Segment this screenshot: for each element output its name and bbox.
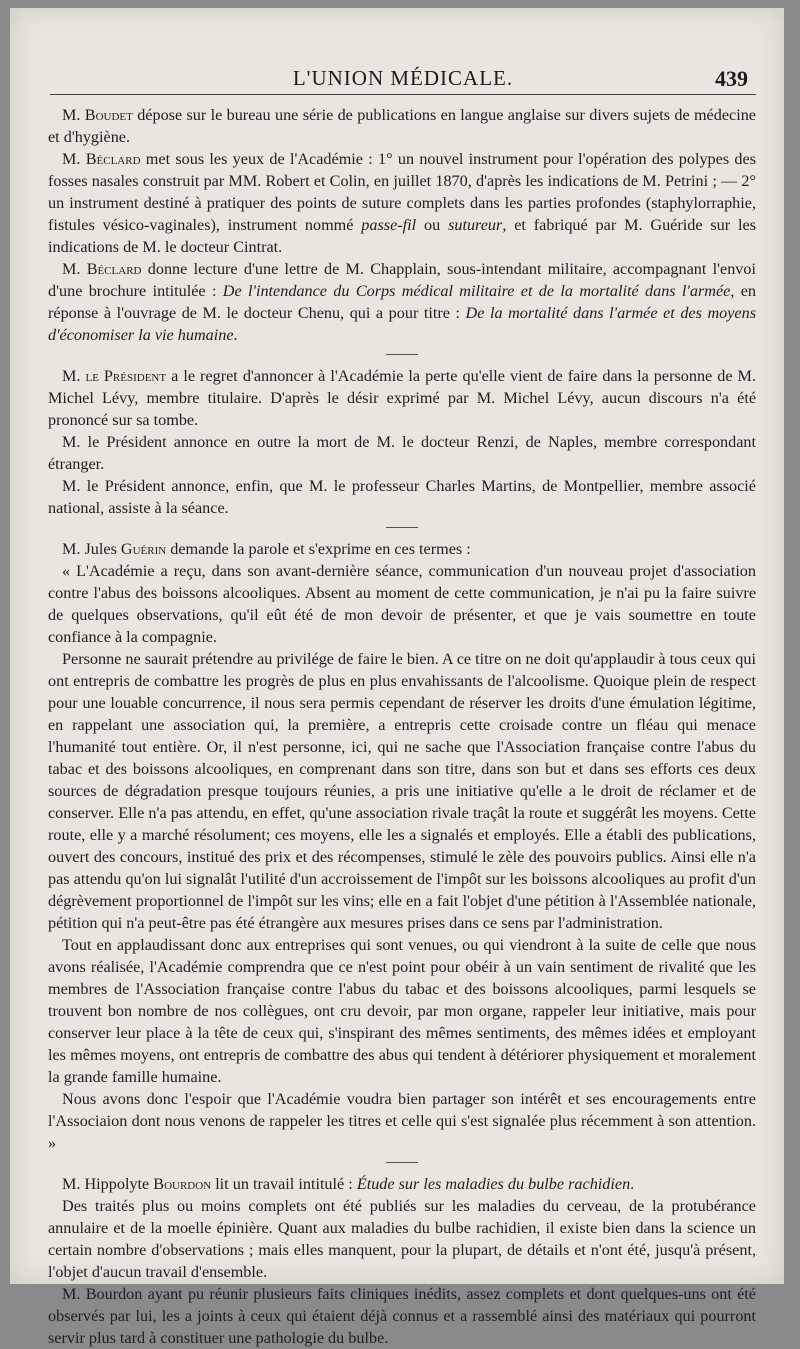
paragraph-president-renzi: M. le Président annonce en outre la mort de M. le docteur Renzi, de Naples, membre correspondant étranger. [48, 433, 756, 473]
page-header [50, 60, 756, 95]
section-separator [386, 354, 418, 355]
document-page [10, 8, 784, 1347]
paragraph-boudet: M. Boudet dépose sur le bureau une série de publications en langue anglaise sur divers sujets de médecine et d'hygiène. [48, 106, 756, 146]
running-title: L'UNION MÉDICALE. [292, 66, 514, 90]
page-number: 439 [715, 66, 748, 91]
paragraph-bourdon-1: Des traités plus ou moins complets ont été publiés sur les maladies du cerveau, de la protubérance annulaire et de la moelle épinière. Quant aux maladies du bulbe rachidien, il existe bien dans la science un certain nombre d'observations ; mais elles manquent, pour la plupart, de détails et n'ont été, jusqu'à présent, l'objet d'aucun travail d'ensemble. [48, 1197, 756, 1281]
paragraph-guerin-speech-4: Nous avons donc l'espoir que l'Académie voudra bien partager son intérêt et ses encouragements entre l'Associaion dont nous venons de rappeler les titres et celle qui s'est signalée plus récemment à son attention. » [48, 1090, 756, 1152]
paragraph-guerin-intro: M. Jules Guérin demande la parole et s'exprime en ces termes : [62, 540, 471, 558]
paragraph-guerin-speech-1: « L'Académie a reçu, dans son avant-dernière séance, communication d'un nouveau projet d'association contre l'abus des boissons alcooliques. Absent au moment de cette communication, je n'ai pu la faire suivre de quelques observations, qu'il eût été de mon devoir de présenter, et que je vais soumettre en toute confiance à la compagnie. [48, 562, 756, 646]
section-separator [386, 1162, 418, 1163]
section-separator [386, 527, 418, 528]
paragraph-bourdon-title: M. Hippolyte Bourdon lit un travail intitulé : Étude sur les maladies du bulbe rachidien. [62, 1175, 635, 1193]
paragraph-president-martins: M. le Président annonce, enfin, que M. le professeur Charles Martins, de Montpellier, membre associé national, assiste à la séance. [48, 477, 756, 517]
speaker-name: le Président [85, 367, 167, 385]
speaker-name: Béclard [86, 260, 142, 278]
speaker-name: Béclard [85, 150, 141, 168]
speaker-name: Guérin [120, 540, 167, 558]
paragraph-bourdon-2: M. Bourdon ayant pu réunir plusieurs faits cliniques inédits, assez complets et dont quelques-uns ont été observés par lui, les a joints à ceux qui étaient déjà connus et a rassemblé ainsi des matériaux qui pourront servir plus tard à constituer une pathologie du bulbe. [48, 1285, 756, 1347]
paragraph-guerin-speech-2: Personne ne saurait prétendre au privilége de faire le bien. A ce titre on ne doit qu'applaudir à tous ceux qui ont entrepris de combattre les progrès de plus en plus envahissants de l'alcoolisme. Quoique plein de respect pour une louable concurrence, il nous sera permis cependant de réserver les droits d'une émulation légitime, en rappelant une association qui, la première, a entrepris cette croisade contre un fléau qui menace l'humanité tout entière. Or, il n'est personne, ici, qui ne sache que l'Association française contre l'abus du tabac et des boissons alcooliques, en comprenant dans son titre, dans son but et dans ses efforts ces deux sources de dégradation presque toujours réunies, a pris une initiative qu'elle a le droit de réclamer et de conserver. Elle n'a pas attendu, en effet, qu'une association rivale traçât la route et suggérât les moyens. Cette route, elle y a marché résolument; ces moyens, elle les a signalés et employés. Elle a établi des publications, ouvert des concours, institué des prix et des récompenses, stimulé le zèle des pouvoirs publics. Ainsi elle n'a pas attendu qu'on lui signalât l'utilité d'un accroissement de l'impôt sur les boissons alcooliques au profit d'un dégrèvement proportionnel de l'impôt sur les vins; elle en a fait l'objet d'une pétition à l'Assemblée nationale, pétition qui n'a peut-être pas été étrangère aux mesures prises dans ce sens par l'administration. [48, 650, 756, 932]
paragraph-beclard-instruments: M. Béclard met sous les yeux de l'Académie : 1° un nouvel instrument pour l'opération des polypes des fosses nasales construit par MM. Robert et Colin, en juillet 1870, d'après les indications de M. Petrini ; — 2° un instrument destiné à pratiquer des points de suture complets dans les parties profondes (staphylorraphie, fistules vésico-vaginales), instrument nommé passe-fil ou sutureur, et fabriqué par M. Guéride sur les indications de M. le docteur Cintrat. [48, 150, 756, 256]
page-body [48, 104, 756, 1349]
paragraph-guerin-speech-3: Tout en applaudissant donc aux entreprises qui sont venues, ou qui viendront à la suite de celle que nous avons réalisée, l'Académie comprendra que ce n'est point pour obéir à un vain sentiment de rivalité que les membres de l'Association française contre l'abus du tabac et des boissons alcooliques, parmi lesquels se trouvent bon nombre de nos collègues, ont cru devoir, par mon organe, rappeler leur initiative, mais pour conserver leur place à la tête de ceux qui, s'inspirant des mêmes sentiments, des mêmes idées et employant les mêmes moyens, ont entrepris de combattre des abus qui tendent à détériorer physiquement et moralement la grande famille humaine. [48, 936, 756, 1086]
paragraph-beclard-letter: M. Béclard donne lecture d'une lettre de M. Chapplain, sous-intendant militaire, accompagnant l'envoi d'une brochure intitulée : De l'intendance du Corps médical militaire et de la mortalité dans l'armée, en réponse à l'ouvrage de M. le docteur Chenu, qui a pour titre : De la mortalité dans l'armée et des moyens d'économiser la vie humaine. [48, 260, 757, 344]
speaker-name: Bourdon [153, 1175, 212, 1193]
paragraph-president-levy: M. le Président a le regret d'annoncer à l'Académie la perte qu'elle vient de faire dans la personne de M. Michel Lévy, membre titulaire. D'après le désir exprimé par M. Michel Lévy, aucun discours n'a été prononcé sur sa tombe. [48, 367, 756, 429]
speaker-name: Boudet [84, 106, 133, 124]
